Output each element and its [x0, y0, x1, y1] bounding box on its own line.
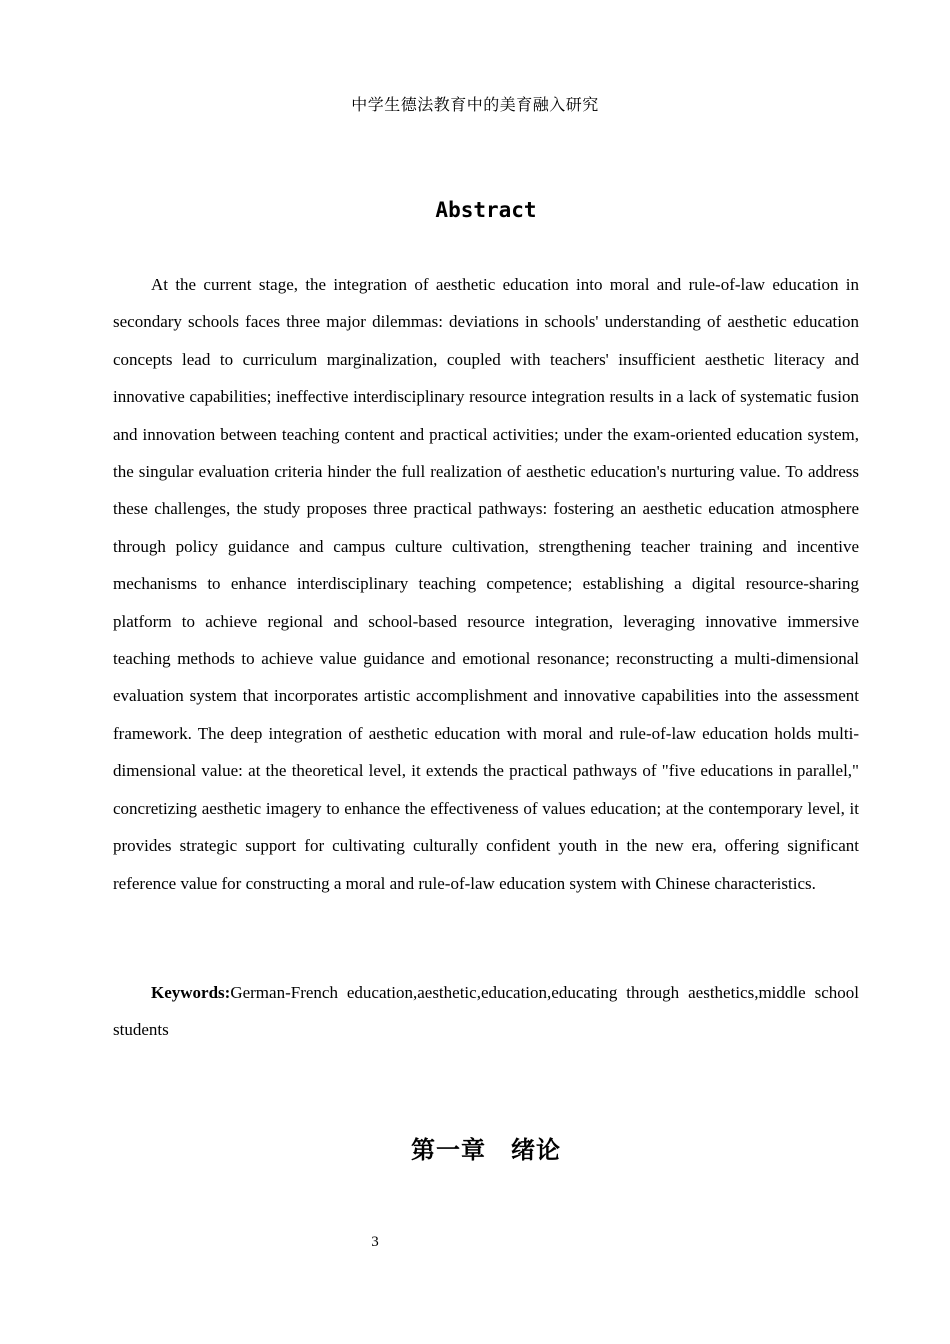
chapter-heading: 第一章 绪论	[411, 1136, 561, 1164]
keywords-label: Keywords:	[151, 983, 231, 1002]
page-number: 3	[371, 1234, 379, 1250]
abstract-body: At the current stage, the integration of aesthetic education into moral and rule-of-law education in secondary schools faces three major dilemmas: deviations in schools' understanding of aesthetic education concepts lead to curriculum marginalization, coupled with teachers' insufficient aesthetic literacy and innovative capabilities; ineffective interdisciplinary resource integration results in a lack of systematic fusion and innovation between teaching content and practical activities; under the exam-oriented education system, the singular evaluation criteria hinder the full realization of aesthetic education's nurturing value. To address these challenges, the study proposes three practical pathways: fostering an aesthetic education atmosphere through policy guidance and campus culture cultivation, strengthening teacher training and incentive mechanisms to enhance interdisciplinary teaching competence; establishing a digital resource-sharing platform to achieve regional and school-based resource integration, leveraging innovative immersive teaching methods to achieve value guidance and emotional resonance; reconstructing a multi-dimensional evaluation system that incorporates artistic accomplishment and innovative capabilities into the assessment framework. The deep integration of aesthetic education with moral and rule-of-law education holds multi-dimensional value: at the theoretical level, it extends the practical pathways of "five educations in parallel," concretizing aesthetic imagery to enhance the effectiveness of values education; at the contemporary level, it provides strategic support for cultivating culturally confident youth in the new era, offering significant reference value for constructing a moral and rule-of-law education system with Chinese characteristics.	[113, 275, 859, 893]
keywords-value: German-French education,aesthetic,education,educating through aesthetics,middle school students	[113, 983, 859, 1040]
running-header: 中学生德法教育中的美育融入研究	[351, 95, 599, 114]
keywords-paragraph	[113, 974, 859, 1049]
abstract-title: Abstract	[435, 198, 537, 222]
